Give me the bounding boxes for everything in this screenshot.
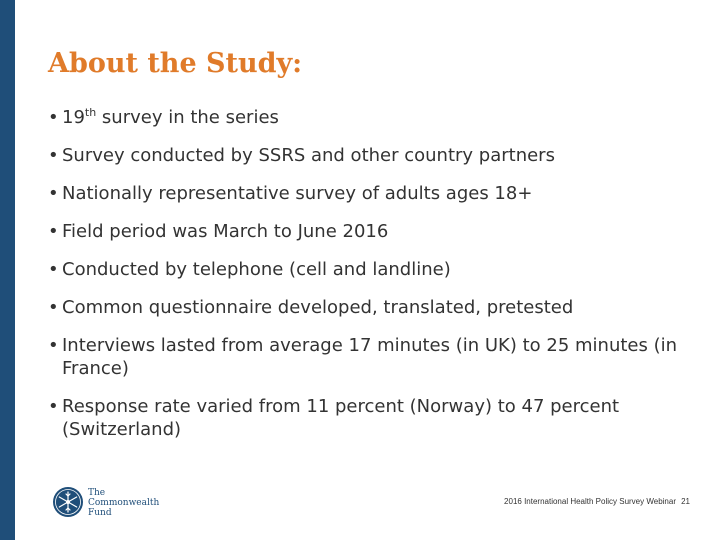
logo-line: The — [88, 488, 106, 498]
bullet-item: • Nationally representative survey of adults ages 18+ — [48, 182, 698, 205]
bullet-number: 19 — [62, 107, 85, 128]
bullet-item: • Response rate varied from 11 percent (Norway) to 47 percent (Switzerland) — [48, 395, 698, 441]
bullet-item: • Field period was March to June 2016 — [48, 220, 698, 243]
bullet-text: survey in the series — [96, 107, 279, 128]
logo-line: Fund — [88, 508, 112, 518]
bullet-superscript: th — [84, 106, 97, 119]
bullet-item: • Interviews lasted from average 17 minutes (in UK) to 25 minutes (in France) — [48, 334, 698, 380]
logo-wordmark — [88, 488, 159, 518]
page-number: 21 — [681, 497, 690, 506]
bullet-item: • Common questionnaire developed, translated, pretested — [48, 296, 698, 319]
commonwealth-fund-logo — [52, 486, 182, 520]
left-accent-bar — [0, 0, 15, 540]
bullet-item: • Conducted by telephone (cell and landline) — [48, 258, 698, 281]
bullet-list — [48, 106, 698, 456]
snowflake-seal-icon — [52, 486, 84, 518]
footer-caption: 2016 International Health Policy Survey Webinar — [504, 497, 676, 506]
slide-title: About the Study: — [48, 48, 303, 79]
bullet-item — [48, 106, 698, 129]
logo-line: Commonwealth — [88, 498, 160, 508]
bullet-item: • Survey conducted by SSRS and other country partners — [48, 144, 698, 167]
